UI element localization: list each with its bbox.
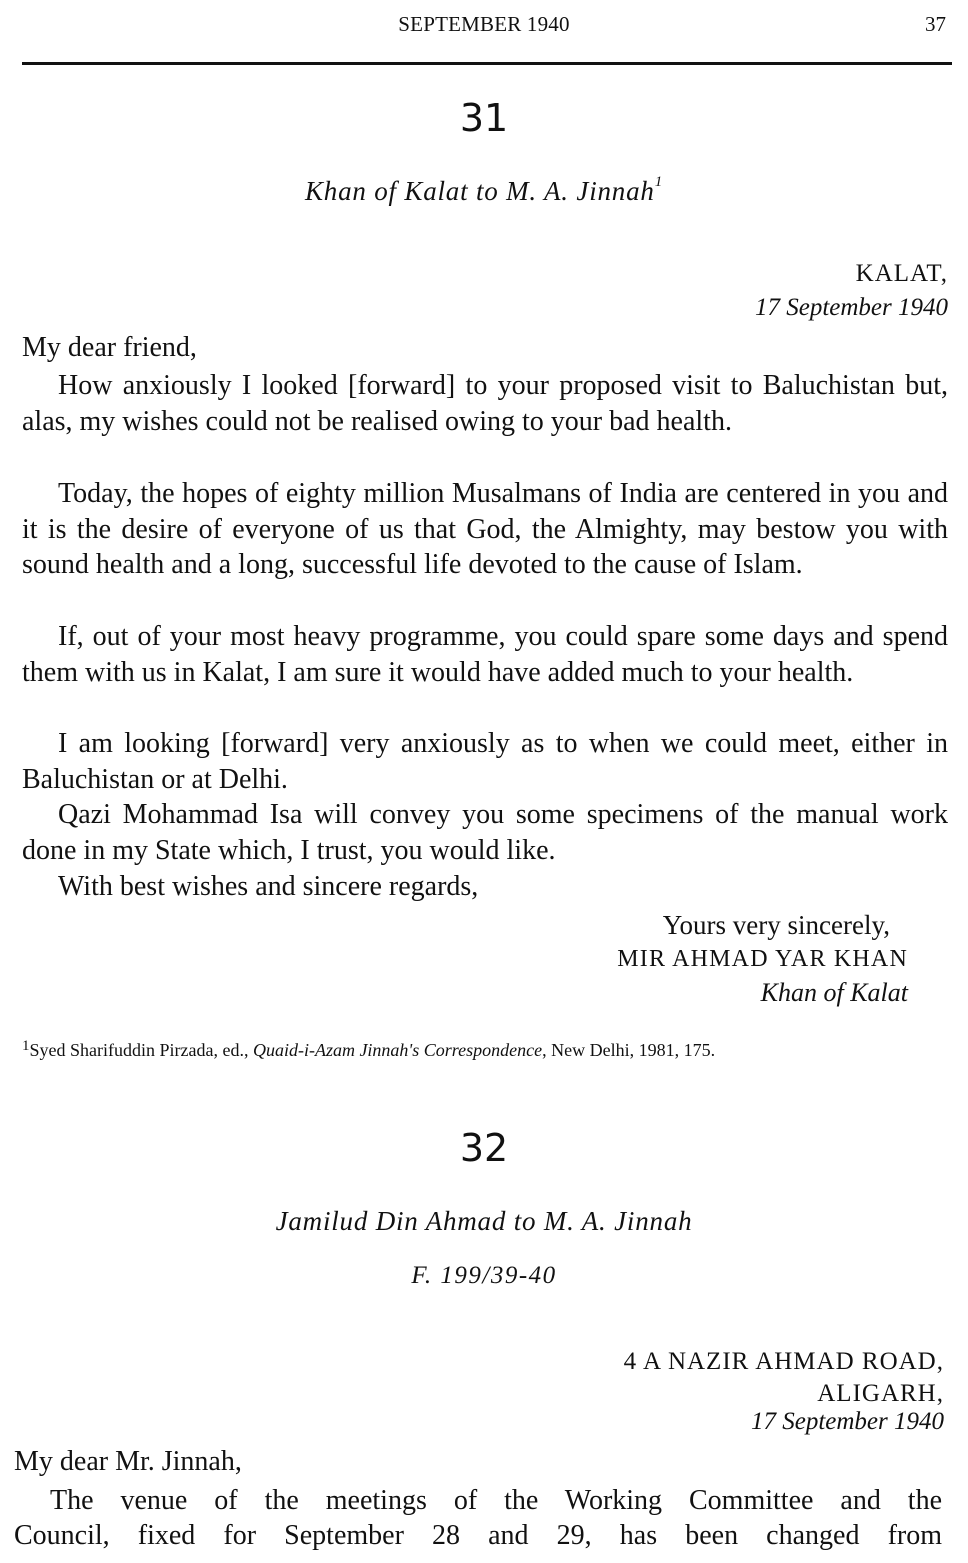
footnote-publication: , New Delhi, 1981, 175. <box>542 1040 716 1060</box>
letter-32-line-1: The venue of the meetings of the Working Committee and the <box>50 1485 942 1516</box>
salutation-32: My dear Mr. Jinnah, <box>14 1446 242 1477</box>
letter-paragraph-4: I am looking [forward] very anxiously as to when we could meet, either in Baluchistan or at Delhi. <box>22 728 948 795</box>
footnote-number: 1 <box>22 1038 30 1054</box>
closing: Yours very sincerely, <box>662 910 890 940</box>
letter-32-line-2: Council, fixed for September 28 and 29, has been changed from <box>14 1520 942 1551</box>
document-title-text: Khan of Kalat to M. A. Jinnah <box>304 176 655 206</box>
letter-paragraph-3: If, out of your most heavy programme, you could spare some days and spend them with us in Kalat, I am sure it would have added much to your health. <box>22 621 948 688</box>
header-rule <box>22 62 952 65</box>
address-line-2: ALIGARH, <box>817 1380 944 1407</box>
document-title-31 <box>0 176 968 207</box>
letter-paragraph-6: With best wishes and sincere regards, <box>58 871 479 902</box>
salutation: My dear friend, <box>22 332 197 363</box>
letter-paragraph-2: Today, the hopes of eighty million Musalmans of India are centered in you and it is the desire of everyone of us that God, the Almighty, may bestow you with sound health and a long, successful life devoted to the cause of Islam. <box>22 478 948 581</box>
footnote-text: Syed Sharifuddin Pirzada, ed., <box>29 1040 253 1060</box>
letter-paragraph-5: Qazi Mohammad Isa will convey you some specimens of the manual work done in my State which, I trust, you would like. <box>22 799 948 866</box>
signatory-title: Khan of Kalat <box>760 978 908 1007</box>
document-number-31: 31 <box>459 96 509 140</box>
address-place: KALAT, <box>855 260 948 287</box>
footnote-book-title: Quaid-i-Azam Jinnah's Correspondence <box>252 1040 543 1060</box>
address-line-1: 4 A NAZIR AHMAD ROAD, <box>623 1348 944 1375</box>
footnote-marker[interactable]: 1 <box>654 174 664 190</box>
running-head: SEPTEMBER 1940 <box>398 12 570 36</box>
address-date-32: 17 September 1940 <box>750 1408 944 1435</box>
signatory: MIR AHMAD YAR KHAN <box>617 946 908 972</box>
document-title-32: Jamilud Din Ahmad to M. A. Jinnah <box>275 1206 693 1236</box>
letter-paragraph-1: How anxiously I looked [forward] to your proposed visit to Baluchistan but, alas, my wishes could not be realised owing to your bad health. <box>22 370 948 437</box>
page-number: 37 <box>925 12 946 36</box>
file-reference: F. 199/39-40 <box>411 1262 557 1289</box>
address-date: 17 September 1940 <box>754 294 948 321</box>
document-number-32: 32 <box>459 1126 509 1170</box>
footnote <box>22 1040 715 1061</box>
